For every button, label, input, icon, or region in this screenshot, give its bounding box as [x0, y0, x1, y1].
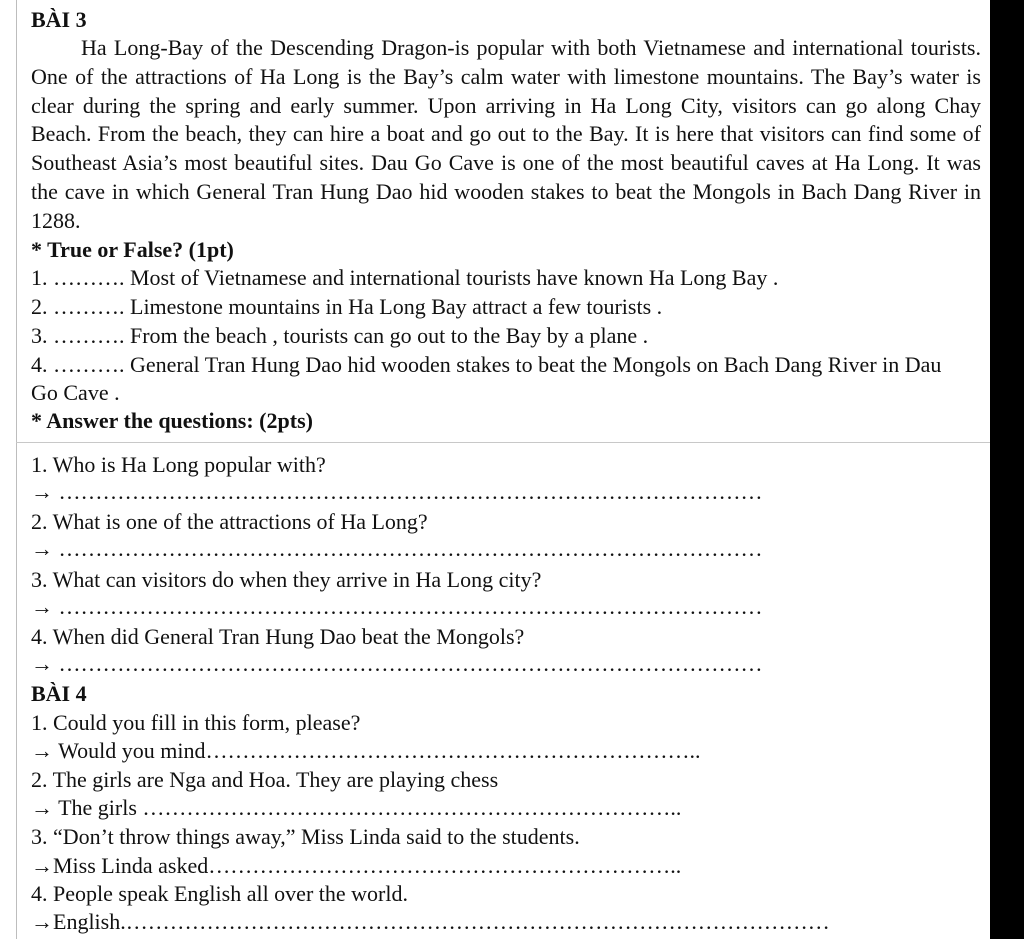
answer-line-2: → …………………………………………………………………………………… — [31, 536, 763, 561]
answer-questions-heading: * Answer the questions: (2pts) — [31, 408, 313, 433]
rewrite-answer-3: →Miss Linda asked……………………………………………………….. — [31, 853, 682, 878]
rewrite-answer-4: →English.…………………………………………………………………………………… — [31, 909, 830, 934]
question-3: 3. What can visitors do when they arrive in Ha Long city? — [31, 567, 542, 592]
rewrite-answer-2: → The girls ……………………………………………………………….. — [31, 795, 682, 820]
rewrite-answer-1: → Would you mind………………………………………………………….. — [31, 738, 701, 763]
section-divider — [16, 442, 990, 443]
true-false-heading: * True or False? (1pt) — [31, 237, 234, 262]
section-title-bai4: BÀI 4 — [31, 681, 87, 706]
question-1: 1. Who is Ha Long popular with? — [31, 452, 326, 477]
rewrite-prompt-3: 3. “Don’t throw things away,” Miss Linda said to the students. — [31, 824, 580, 849]
answer-line-1: → …………………………………………………………………………………… — [31, 479, 763, 504]
question-4: 4. When did General Tran Hung Dao beat the Mongols? — [31, 624, 525, 649]
right-black-bar — [990, 0, 1024, 939]
tf-item-1: 1. ………. Most of Vietnamese and international tourists have known Ha Long Bay . — [31, 265, 779, 290]
question-2: 2. What is one of the attractions of Ha Long? — [31, 509, 428, 534]
answer-line-4: → …………………………………………………………………………………… — [31, 651, 763, 676]
page-border-left — [16, 0, 17, 939]
tf-item-2: 2. ………. Limestone mountains in Ha Long Bay attract a few tourists . — [31, 294, 663, 319]
rewrite-prompt-2: 2. The girls are Nga and Hoa. They are playing chess — [31, 767, 499, 792]
rewrite-prompt-1: 1. Could you fill in this form, please? — [31, 710, 361, 735]
section-title-bai3: BÀI 3 — [31, 7, 87, 32]
answer-line-3: → …………………………………………………………………………………… — [31, 594, 763, 619]
rewrite-prompt-4: 4. People speak English all over the world. — [31, 881, 408, 906]
tf-item-3: 3. ………. From the beach , tourists can go out to the Bay by a plane . — [31, 323, 649, 348]
tf-item-4: 4. ………. General Tran Hung Dao hid wooden stakes to beat the Mongols on Bach Dang River in Dau Go Cave . — [31, 352, 942, 405]
reading-passage: Ha Long-Bay of the Descending Dragon-is popular with both Vietnamese and international tourists. One of the attractions of Ha Long is the Bay’s calm water with limestone mountains. The Bay’s water is clear during the spring and early summer. Upon arriving in Ha Long City, visitors can go along Chay Beach. From the beach, they can hire a boat and go out to the Bay. It is here that visitors can find some of Southeast Asia’s most beautiful sites. Dau Go Cave is one of the most beautiful caves at Ha Long. It was the cave in which General Tran Hung Dao hid wooden stakes to beat the Mongols in Bach Dang River in 1288. — [31, 35, 981, 233]
